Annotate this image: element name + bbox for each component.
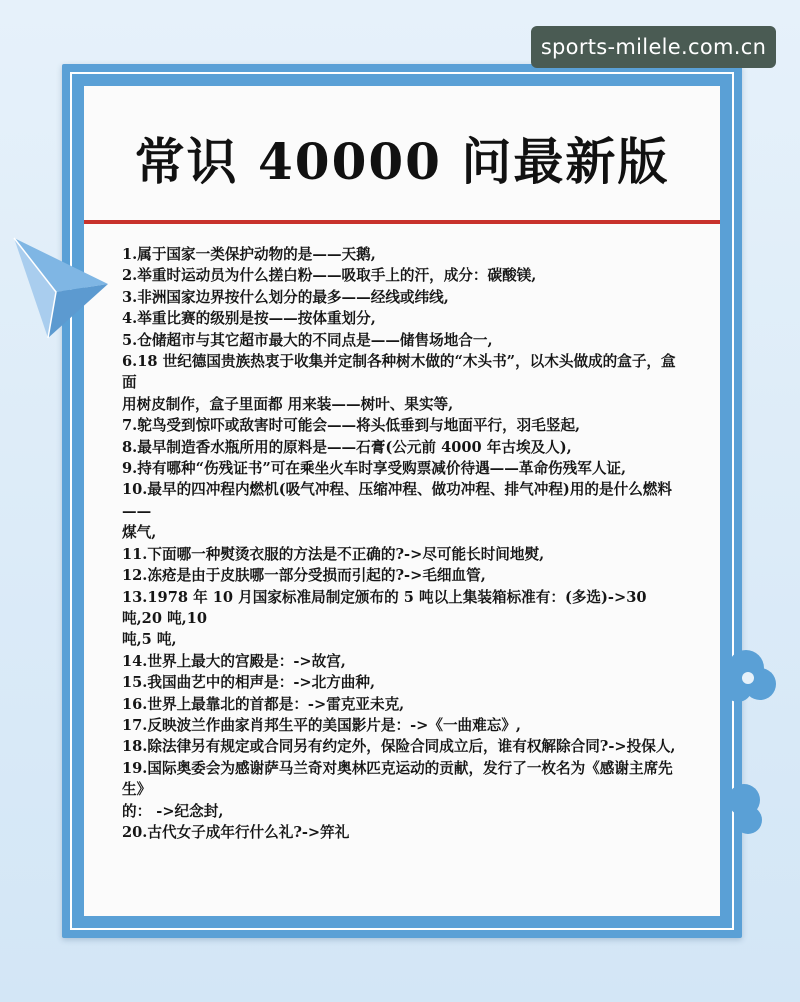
qa-list	[122, 244, 690, 843]
poster-inner-border	[70, 72, 734, 930]
list-item: 20.古代女子成年行什么礼?->笄礼	[122, 823, 350, 841]
page-title: 常识 40000 问最新版	[134, 132, 670, 191]
list-item: 15.我国曲艺中的相声是：->北方曲种,	[122, 674, 376, 692]
list-item: 6.18 世纪德国贵族热衷于收集并定制各种树木做的“木头书”，以木头做成的盒子，盒面 用树皮制作，盒子里面都 用来装——树叶、果实等,	[122, 353, 676, 413]
list-item: 2.举重时运动员为什么搓白粉——吸取手上的汗，成分：碳酸镁,	[122, 267, 537, 285]
list-item: 4.举重比赛的级别是按——按体重划分,	[122, 310, 376, 328]
list-item: 5.仓储超市与其它超市最大的不同点是——储售场地合一,	[122, 331, 493, 349]
list-item: 10.最早的四冲程内燃机(吸气冲程、压缩冲程、做功冲程、排气冲程)用的是什么燃料—— 煤气,	[122, 481, 672, 542]
list-item: 12.冻疮是由于皮肤哪一部分受损而引起的?->毛细血管,	[122, 567, 486, 585]
poster-frame	[62, 64, 742, 938]
decorative-blob-right-upper	[716, 640, 786, 720]
list-item: 13.1978 年 10 月国家标准局制定颁布的 5 吨以上集装箱标准有：(多选)->30 吨,20 吨,10 吨,5 吨,	[122, 588, 647, 649]
list-item: 18.除法律另有规定或合同另有约定外，保险合同成立后，谁有权解除合同?->投保人,	[122, 738, 676, 756]
list-item: 11.下面哪一种熨烫衣服的方法是不正确的?->尽可能长时间地熨,	[122, 545, 545, 563]
watermark-badge: sports-milele.com.cn	[531, 26, 776, 68]
list-item: 3.非洲国家边界按什么划分的最多——经线或纬线,	[122, 288, 449, 306]
content-card	[84, 86, 720, 916]
paper-plane-icon	[12, 234, 112, 344]
list-item: 14.世界上最大的宫殿是：->故宫,	[122, 652, 346, 670]
list-item: 7.鸵鸟受到惊吓或敌害时可能会——将头低垂到与地面平行，羽毛竖起,	[122, 417, 581, 435]
list-item: 9.持有哪种“伤残证书”可在乘坐火车时享受购票减价待遇——革命伤残军人证,	[122, 460, 627, 478]
list-item: 17.反映波兰作曲家肖邦生平的美国影片是：->《一曲难忘》,	[122, 716, 522, 734]
list-item: 1.属于国家一类保护动物的是——天鹅,	[122, 246, 376, 263]
list-item: 16.世界上最靠北的首都是：->雷克亚未克,	[122, 695, 405, 713]
list-item: 8.最早制造香水瓶所用的原料是——石膏(公元前 4000 年古埃及人),	[122, 438, 572, 456]
list-item: 19.国际奥委会为感谢萨马兰奇对奥林匹克运动的贡献，发行了一枚名为《感谢主席先生》 的： ->纪念封,	[122, 759, 673, 820]
title-divider	[84, 220, 720, 224]
decorative-blob-right-lower	[718, 770, 778, 850]
